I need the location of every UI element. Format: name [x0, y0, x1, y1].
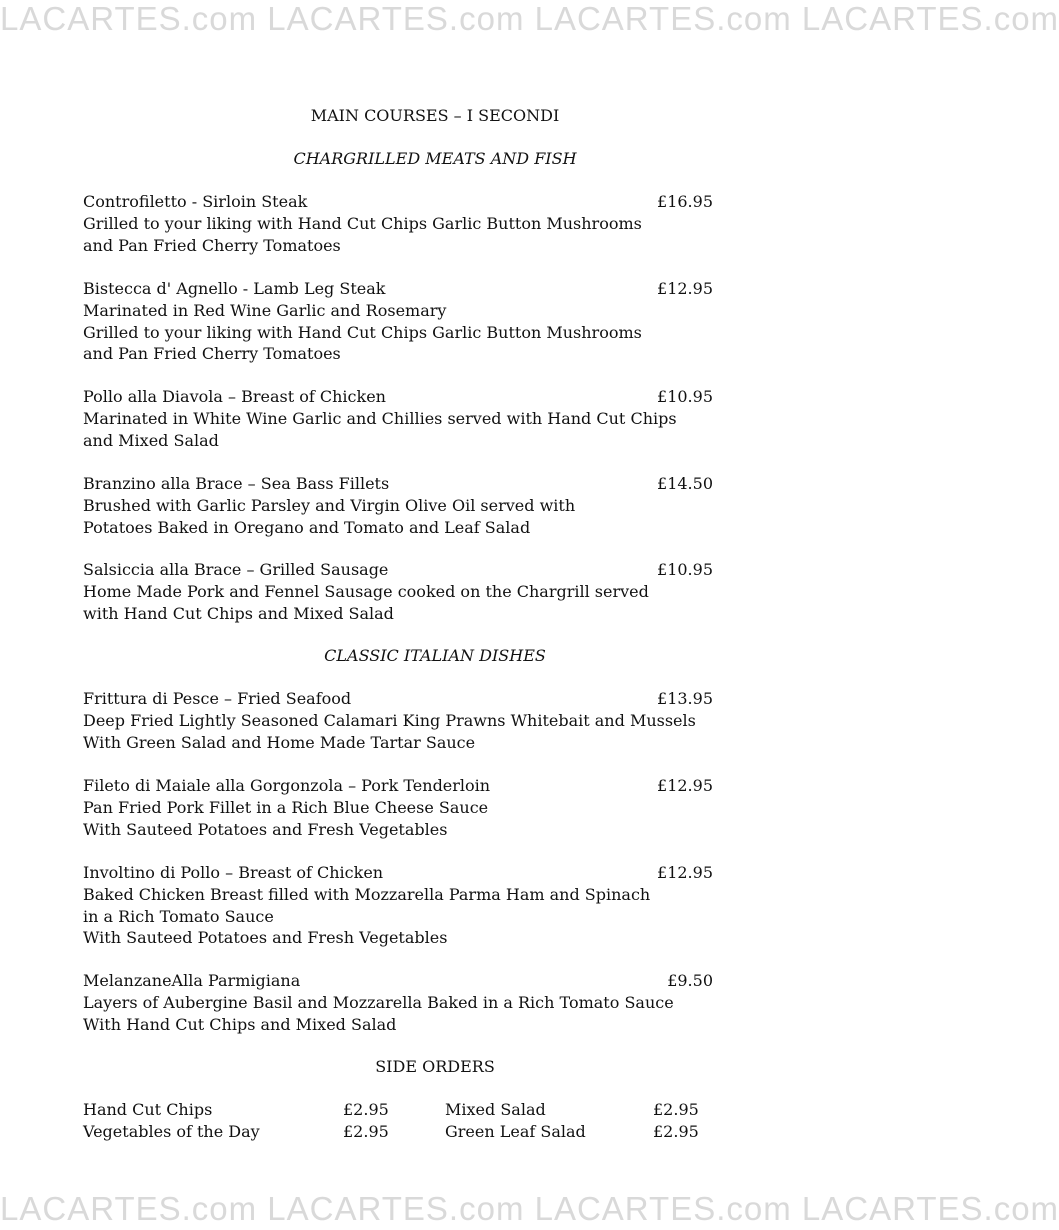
- item-name: Branzino alla Brace – Sea Bass Fillets: [83, 474, 390, 493]
- side-item-price: £2.95: [653, 1122, 699, 1141]
- item-description: in a Rich Tomato Sauce: [83, 906, 274, 926]
- menu-item: [83, 278, 713, 365]
- item-description: Pan Fried Pork Fillet in a Rich Blue Cheese Sauce: [83, 797, 489, 817]
- item-description: and Mixed Salad: [83, 430, 219, 450]
- item-description: with Hand Cut Chips and Mixed Salad: [83, 603, 394, 623]
- item-description: Grilled to your liking with Hand Cut Chips Garlic Button Mushrooms: [83, 322, 642, 342]
- side-item-name: Mixed Salad: [445, 1100, 546, 1119]
- watermark-bottom: LACARTES.com LACARTES.com LACARTES.com LACARTES.com: [0, 1190, 1059, 1227]
- item-price: £13.95: [657, 689, 713, 708]
- side-row: [83, 1121, 713, 1143]
- item-description: With Sauteed Potatoes and Fresh Vegetables: [83, 928, 448, 948]
- item-price: £10.95: [657, 560, 713, 579]
- side-item-price: £2.95: [343, 1100, 389, 1119]
- item-price: £9.50: [667, 971, 713, 990]
- side-item-price: £2.95: [343, 1122, 389, 1141]
- item-description: With Sauteed Potatoes and Fresh Vegetables: [83, 819, 448, 839]
- item-price: £12.95: [657, 279, 713, 298]
- item-description: Home Made Pork and Fennel Sausage cooked on the Chargrill served: [83, 581, 649, 601]
- item-price: £12.95: [657, 776, 713, 795]
- item-name: Frittura di Pesce – Fried Seafood: [83, 689, 352, 708]
- side-orders-table: [83, 1099, 713, 1143]
- item-description: With Hand Cut Chips and Mixed Salad: [83, 1014, 397, 1034]
- item-name: Fileto di Maiale alla Gorgonzola – Pork Tenderloin: [83, 776, 491, 795]
- watermark-top: LACARTES.com LACARTES.com LACARTES.com LACARTES.com: [0, 0, 1059, 37]
- item-description: Marinated in White Wine Garlic and Chillies served with Hand Cut Chips: [83, 408, 677, 428]
- menu-item: [83, 386, 713, 451]
- menu-item: [83, 473, 713, 538]
- menu-item: [83, 970, 713, 1035]
- page-title: MAIN COURSES – I SECONDI: [310, 106, 560, 125]
- item-description: Brushed with Garlic Parsley and Virgin Olive Oil served with: [83, 495, 576, 515]
- item-price: £14.50: [657, 474, 713, 493]
- item-description: Potatoes Baked in Oregano and Tomato and Leaf Salad: [83, 517, 531, 537]
- side-row: [83, 1099, 713, 1121]
- side-item-name: Green Leaf Salad: [445, 1122, 586, 1141]
- item-description: and Pan Fried Cherry Tomatoes: [83, 235, 341, 255]
- side-item-name: Hand Cut Chips: [83, 1100, 213, 1119]
- item-description: and Pan Fried Cherry Tomatoes: [83, 344, 341, 364]
- side-item-price: £2.95: [653, 1100, 699, 1119]
- item-name: Bistecca d' Agnello - Lamb Leg Steak: [83, 279, 386, 298]
- item-name: MelanzaneAlla Parmigiana: [83, 971, 301, 990]
- item-description: With Green Salad and Home Made Tartar Sauce: [83, 732, 476, 752]
- menu-item: [83, 688, 713, 753]
- item-description: Grilled to your liking with Hand Cut Chips Garlic Button Mushrooms: [83, 213, 642, 233]
- menu-item: [83, 862, 713, 949]
- item-description: Baked Chicken Breast filled with Mozzarella Parma Ham and Spinach: [83, 884, 651, 904]
- section-heading-chargrilled: CHARGRILLED MEATS AND FISH: [293, 149, 577, 168]
- menu-item: [83, 559, 713, 624]
- section-heading-classic: CLASSIC ITALIAN DISHES: [324, 646, 546, 665]
- menu-item: [83, 775, 713, 840]
- item-price: £12.95: [657, 863, 713, 882]
- item-description: Deep Fried Lightly Seasoned Calamari King Prawns Whitebait and Mussels: [83, 710, 696, 730]
- item-price: £10.95: [657, 387, 713, 406]
- section-heading-sides: SIDE ORDERS: [375, 1057, 495, 1076]
- item-description: Layers of Aubergine Basil and Mozzarella Baked in a Rich Tomato Sauce: [83, 992, 674, 1012]
- menu-item: [83, 191, 713, 256]
- side-item-name: Vegetables of the Day: [83, 1122, 260, 1141]
- item-name: Salsiccia alla Brace – Grilled Sausage: [83, 560, 389, 579]
- item-name: Pollo alla Diavola – Breast of Chicken: [83, 387, 386, 406]
- item-description: Marinated in Red Wine Garlic and Rosemary: [83, 300, 447, 320]
- item-name: Involtino di Pollo – Breast of Chicken: [83, 863, 384, 882]
- item-name: Controfiletto - Sirloin Steak: [83, 192, 308, 211]
- item-price: £16.95: [657, 192, 713, 211]
